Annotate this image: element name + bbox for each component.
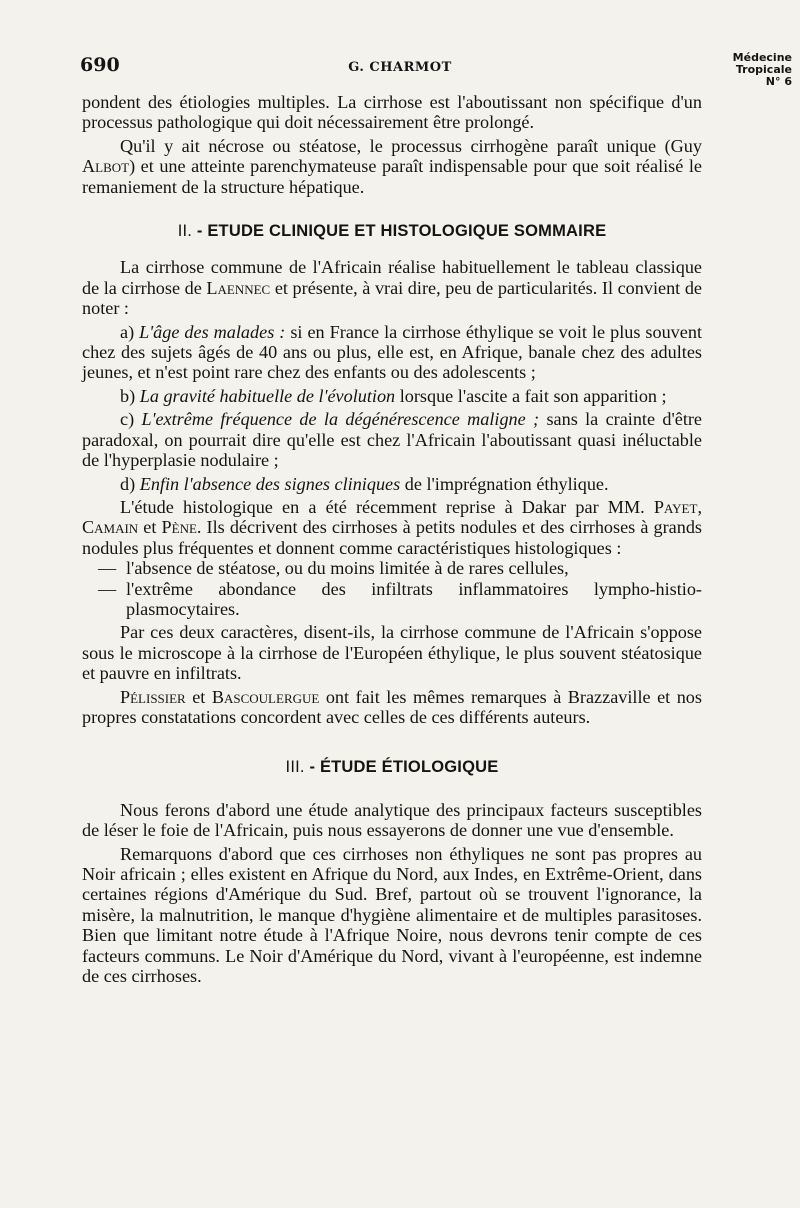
list-item-d: [82, 474, 702, 494]
item-emphasis: L'extrême fréquence de la dégénérescence maligne ;: [141, 409, 540, 430]
paragraph-caracteres: Par ces deux caractères, disent-ils, la cirrhose commune de l'Africain s'oppose sous le microscope à la cirrhose de l'Européen éthylique, le plus souvent stéatosique et pauvre en infiltrats.: [82, 622, 702, 684]
author-name: Pélissier: [120, 686, 186, 707]
item-label: d): [120, 473, 140, 494]
text: ont fait les mêmes remarques à Brazzaville et nos propres constatations concordent avec celles de ces différents auteurs.: [82, 686, 702, 727]
journal-issue: N° 6: [765, 75, 792, 88]
article-body: [82, 92, 702, 986]
section-number: III.: [285, 758, 305, 777]
item-text: sans la crainte d'être paradoxal, on pourrait dire qu'elle est chez l'Africain l'aboutissant quasi inéluctable de l'hyperplasie nodulaire ;: [82, 409, 702, 471]
item-label: a): [120, 321, 140, 342]
author-name: Laennec: [206, 277, 271, 298]
text: . Ils décrivent des cirrhoses à petits nodules et des cirrhoses à grands nodules plus fréquentes et donnent comme caractéristiques histologiques :: [82, 517, 702, 558]
author-name: Albot: [82, 156, 130, 177]
journal-reference: [733, 52, 792, 88]
text: et présente, à vrai dire, peu de particularités. Il convient de noter :: [82, 277, 702, 319]
item-label: c): [120, 409, 142, 430]
author-name: Pène: [161, 517, 197, 538]
paragraph-brazzaville: [82, 687, 702, 728]
item-text: si en France la cirrhose éthylique se voit le plus souvent chez des sujets âgés de 40 ans ou plus, elle est, en Afrique, banale chez des adultes jeunes, et n'est point rare chez des enfants ou des adolescents ;: [82, 321, 702, 383]
paragraph-necrose: [82, 136, 702, 197]
item-text: lorsque l'ascite a fait son apparition ;: [395, 385, 667, 406]
page-number: 690: [80, 54, 120, 76]
dash-marker: —: [98, 558, 117, 579]
item-emphasis: Enfin l'absence des signes cliniques: [139, 473, 401, 494]
list-item-c: [82, 409, 702, 470]
dash-item-infiltrats: [82, 579, 702, 620]
text: ) et une atteinte parenchymateuse paraît indispensable pour que soit réalisé le remaniement de la structure hépatique.: [82, 156, 702, 197]
item-emphasis: La gravité habituelle de l'évolution: [139, 385, 396, 406]
item-emphasis: L'âge des malades :: [139, 321, 286, 342]
paragraph-analytique: Nous ferons d'abord une étude analytique des principaux facteurs susceptibles de léser le foie de l'Africain, puis nous essayerons de donner une vue d'ensemble.: [82, 799, 702, 841]
text: L'étude histologique en a été récemment reprise à Dakar par MM.: [120, 496, 654, 517]
dash-item-text: l'absence de stéatose, ou du moins limitée à de rares cellules,: [126, 558, 569, 579]
item-text: de l'imprégnation éthylique.: [400, 473, 609, 494]
dash-marker: —: [98, 578, 117, 599]
section-title: - ÉTUDE ÉTIOLOGIQUE: [309, 758, 499, 777]
dash-item-steatose: [82, 558, 702, 578]
section-title: - ETUDE CLINIQUE ET HISTOLOGIQUE SOMMAIRE: [196, 222, 607, 241]
dash-item-text: l'extrême abondance des infiltrats inflammatoires lympho-histio-plasmocytaires.: [126, 578, 702, 619]
journal-name-line2: Tropicale: [735, 63, 792, 76]
list-item-b: [82, 386, 702, 406]
paragraph-laennec: [82, 257, 702, 318]
section-number: II.: [177, 222, 193, 241]
text: La cirrhose commune de l'Africain réalise habituellement le tableau classique de la cirrhose de: [82, 257, 702, 298]
author-name: Payet: [653, 496, 698, 517]
journal-name-line1: Médecine: [732, 51, 792, 64]
section-heading-etiologique: [82, 757, 702, 777]
author-name: Bascoulergue: [211, 686, 320, 707]
text: et: [185, 686, 212, 707]
paragraph-remarquons: Remarquons d'abord que ces cirrhoses non éthyliques ne sont pas propres au Noir africain ; elles existent en Afrique du Nord, aux Indes, en Extrême-Orient, dans certaines régions d'Amérique du Sud. Bref, partout où se trouvent l'ignorance, la misère, la malnutrition, le manque d'hygiène alimentaire et de multiples parasitoses. Bien que limitant notre étude à l'Afrique Noire, nous devrons tenir compte de ces facteurs communs. Le Noir d'Amérique du Nord, vivant à l'européenne, est indemne de ces cirrhoses.: [82, 843, 702, 987]
text: et: [138, 517, 162, 538]
paragraph-continuation: pondent des étiologies multiples. La cirrhose est l'aboutissant non spécifique d'un processus pathologique qui doit nécessairement être prolongé.: [82, 92, 702, 133]
text: ,: [697, 496, 702, 517]
list-item-a: [82, 322, 702, 383]
running-head-author: G. CHARMOT: [348, 60, 452, 75]
author-name: Camain: [82, 517, 139, 538]
paragraph-histologie: [82, 497, 702, 558]
item-label: b): [120, 385, 140, 406]
section-heading-clinique: [82, 221, 702, 241]
text: Qu'il y ait nécrose ou stéatose, le processus cirrhogène paraît unique (Guy: [120, 135, 702, 156]
